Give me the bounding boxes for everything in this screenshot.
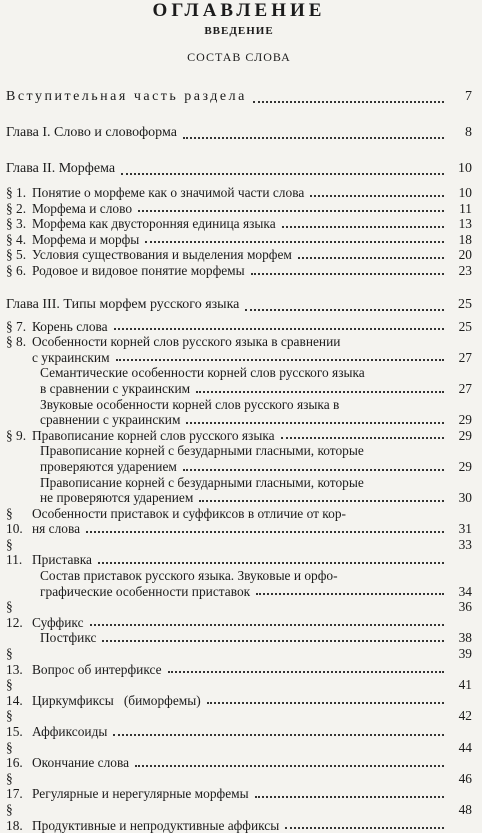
dot-leader: [183, 137, 444, 139]
toc-entry-s15[interactable]: § 15. Аффиксоиды 42: [6, 708, 472, 739]
toc-entry-s16[interactable]: § 16. Окончание слова 44: [6, 739, 472, 771]
dot-leader: [245, 309, 444, 311]
page-title: ОГЛАВЛЕНИЕ: [152, 0, 326, 21]
toc-entry-chapter-3[interactable]: Глава III. Типы морфем русского языка 25: [6, 295, 472, 315]
toc-entry-s11a[interactable]: Состав приставок русского языка. Звуковые и орфо- графические особенности приставок 34: [40, 568, 472, 599]
toc-entry-s8[interactable]: § 8. Особенности корней слов русского языка в сравнении с украинским 27: [6, 334, 472, 365]
toc-entry-s13[interactable]: § 13. Вопрос об интерфиксе 39: [6, 646, 472, 677]
toc-entry-s18[interactable]: § 18. Продуктивные и непродуктивные аффиксы 48: [6, 801, 472, 833]
toc-entry-s3[interactable]: § 3. Морфема как двусторонняя единица языка 13: [6, 216, 472, 232]
toc-list: [6, 75, 472, 833]
toc-entry-s12[interactable]: § 12. Суффикс 36: [6, 599, 472, 630]
toc-entry-s2[interactable]: § 2. Морфема и слово 11: [6, 200, 472, 216]
section-heading: СОСТАВ СЛОВА: [187, 50, 291, 64]
toc-entry-s14[interactable]: § 14. Циркумфиксы (биморфемы) 41: [6, 677, 472, 708]
toc-entry-intro-part[interactable]: Вступительная часть раздела 7: [6, 87, 472, 107]
toc-entry-s7[interactable]: § 7. Корень слова 25: [6, 318, 472, 334]
page-number: 25: [458, 296, 472, 312]
toc-entry-s9[interactable]: § 9. Правописание корней слов русского языка 29: [6, 427, 472, 443]
toc-entry-s4[interactable]: § 4. Морфема и морфы 18: [6, 231, 472, 247]
toc-entry-chapter-2[interactable]: Глава II. Морфема 10: [6, 159, 472, 179]
toc-entry-s17[interactable]: § 17. Регулярные и нерегулярные морфемы 46: [6, 770, 472, 802]
toc-entry-chapter-1[interactable]: Глава I. Слово и словоформа 8: [6, 123, 472, 143]
toc-entry-s10[interactable]: § 10. Особенности приставок и суффиксов в отличие от кор- ня слова 31: [6, 505, 472, 537]
page-number: 10: [458, 161, 472, 176]
toc-entry-s5[interactable]: § 5. Условия существования и выделения морфем 20: [6, 247, 472, 263]
toc-entry-s8b[interactable]: Звуковые особенности корней слов русского языка в сравнении с украинским 29: [40, 396, 472, 428]
dot-leader: [121, 173, 444, 175]
toc-entry-s12a[interactable]: Постфикс 38: [40, 630, 472, 646]
toc-entry-s6[interactable]: § 6. Родовое и видовое понятие морфемы 23: [6, 262, 472, 278]
toc-entry-s11[interactable]: § 11. Приставка 33: [6, 536, 472, 568]
toc-entry-s8a[interactable]: Семантические особенности корней слов русского языка в сравнении с украинским 27: [40, 365, 472, 396]
toc-entry-s9b[interactable]: Правописание корней с безударными гласными, которые не проверяются ударением 30: [40, 474, 472, 506]
intro-heading: ВВЕДЕНИЕ: [204, 25, 274, 37]
page-number: 8: [465, 125, 472, 140]
dot-leader: [253, 101, 444, 103]
toc-entry-s9a[interactable]: Правописание корней с безударными гласными, которые проверяются ударением 29: [40, 443, 472, 474]
toc-entry-s1[interactable]: § 1. Понятие о морфеме как о значимой части слова 10: [6, 185, 472, 200]
page-number: 7: [465, 89, 472, 104]
